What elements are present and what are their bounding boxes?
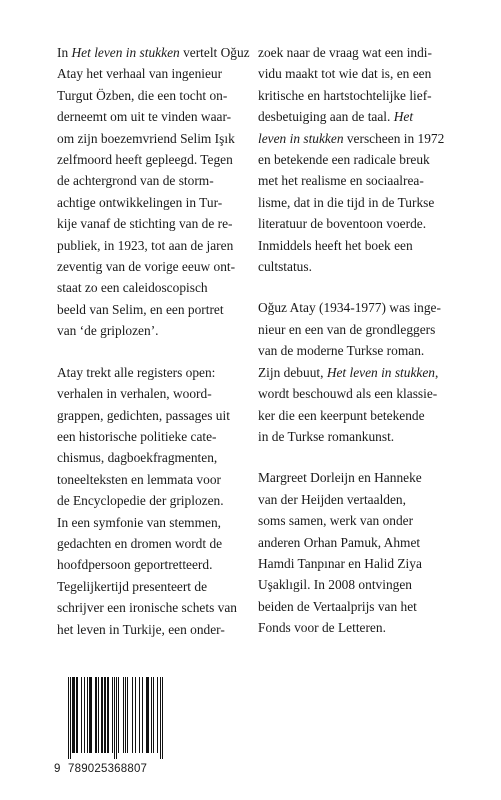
barcode-bar — [101, 677, 102, 753]
barcode-bar — [135, 677, 136, 753]
text-line: van ‘de griplozen’. — [57, 323, 159, 339]
blurb-paragraph — [258, 42, 458, 277]
barcode-bar — [142, 677, 143, 753]
barcode-bar — [139, 677, 140, 753]
text-line: zelfmoord heeft gepleegd. Tegen — [57, 152, 233, 168]
barcode-number — [54, 763, 174, 775]
text-line: Turgut Özben, die een tocht on- — [57, 87, 228, 103]
barcode-bar — [146, 677, 147, 753]
text-line: achtige ontwikkelingen in Tur- — [57, 194, 223, 210]
text-line: Oğuz Atay (1934-1977) was inge- — [258, 300, 441, 316]
barcode-first-digit: 9 — [54, 763, 61, 775]
barcode-bar — [160, 677, 161, 759]
barcode-bar — [90, 677, 91, 753]
barcode-bar — [68, 677, 69, 759]
barcode-bar — [72, 677, 73, 753]
text-line: met het realisme en sociaalrea- — [258, 173, 424, 189]
text-line: staat zo een caleidoscopisch — [57, 280, 208, 296]
text-line: verhalen in verhalen, woord- — [57, 386, 212, 402]
text-line: literatuur de boventoon voerde. — [258, 216, 427, 232]
barcode-bar — [107, 677, 108, 753]
barcode-bar — [114, 677, 115, 759]
text-line: de achtergrond van de storm- — [57, 173, 214, 189]
barcode-bar — [98, 677, 99, 753]
text-line: grappen, gedichten, passages uit — [57, 407, 230, 423]
text-line: chismus, dagboekfragmenten, — [57, 450, 218, 466]
translator-bio-paragraph — [258, 467, 458, 638]
barcode-bar — [105, 677, 106, 753]
barcode-bar — [89, 677, 90, 753]
text-line: van der Heijden vertaalden, — [258, 491, 406, 507]
barcode-bar — [157, 677, 158, 753]
barcode-bar — [76, 677, 77, 753]
barcode-bar — [102, 677, 103, 753]
text-line: Atay trekt alle registers open: — [57, 364, 216, 380]
text-line: Atay het verhaal van ingenieur — [57, 66, 223, 82]
barcode-bar — [162, 677, 163, 759]
barcode-bar — [151, 677, 152, 753]
barcode-digits: 789025368807 — [68, 763, 148, 775]
text-line: nieur en een van de grondleggers — [258, 321, 436, 337]
text-line: kije vanaf de stichting van de re- — [57, 216, 233, 232]
barcode-bar — [96, 677, 97, 753]
blurb-paragraph — [57, 42, 257, 342]
text-line: een historische politieke cate- — [57, 428, 217, 444]
text-line: Uşaklıgil. In 2008 ontvingen — [258, 577, 412, 593]
text-line: In Het leven in stukken vertelt Oğuz — [57, 45, 250, 60]
text-line: in de Turkse romankunst. — [258, 428, 395, 444]
barcode-bar — [125, 677, 126, 753]
text-line: om zijn boezemvriend Selim Işık — [57, 130, 235, 146]
text-line: In een symfonie van stemmen, — [57, 514, 221, 530]
text-line: lisme, dat in die tijd in de Turkse — [258, 194, 435, 210]
text-line: gedachten en dromen wordt de — [57, 535, 223, 551]
isbn-barcode — [54, 677, 174, 785]
right-text-column — [258, 42, 458, 659]
text-line: cultstatus. — [258, 259, 312, 275]
barcode-bar — [153, 677, 154, 753]
text-line: publiek, in 1923, tot aan de jaren — [57, 237, 234, 253]
text-line: Hamdi Tanpınar en Halid Ziya — [258, 555, 422, 571]
author-bio-paragraph — [258, 297, 458, 447]
text-line: leven in stukken verscheen in 1972 — [258, 130, 445, 146]
text-line: het leven in Turkije, een onder- — [57, 621, 225, 637]
barcode-bar — [91, 677, 92, 753]
barcode-bar — [127, 677, 128, 753]
barcode-bar — [74, 677, 75, 753]
text-line: desbetuiging aan de taal. Het — [258, 109, 414, 125]
text-line: derneemt om uit te vinden waar- — [57, 109, 232, 125]
text-line: Zijn debuut, Het leven in stukken, — [258, 364, 439, 380]
barcode-bar — [132, 677, 133, 753]
barcode-bar — [73, 677, 74, 753]
barcode-bar — [112, 677, 113, 753]
text-line: Margreet Dorleijn en Hanneke — [258, 470, 422, 486]
barcode-bar — [147, 677, 148, 753]
blurb-paragraph — [57, 362, 257, 640]
text-line: de Encyclopedie der griplozen. — [57, 493, 224, 509]
text-line: zoek naar de vraag wat een indi- — [258, 45, 432, 60]
text-line: toneelteksten en lemmata voor — [57, 471, 221, 487]
barcode-bar — [116, 677, 117, 759]
text-line: Inmiddels heeft het boek een — [258, 237, 413, 253]
text-line: ker die een keerpunt betekende — [258, 407, 425, 423]
barcode-bar — [108, 677, 109, 753]
text-line: vidu maakt tot wie dat is, en een — [258, 66, 432, 82]
barcode-bar — [70, 677, 71, 759]
text-line: wordt beschouwd als een klassie- — [258, 386, 438, 402]
left-text-column — [57, 42, 257, 660]
text-line: schrijver een ironische schets van — [57, 600, 237, 616]
text-line: zeventig van de vorige eeuw ont- — [57, 259, 236, 275]
text-line: Tegelijkertijd presenteert de — [57, 578, 208, 594]
barcode-bars — [68, 677, 174, 759]
barcode-bar — [118, 677, 119, 753]
text-line: hoofdpersoon geportretteerd. — [57, 557, 213, 573]
barcode-bar — [81, 677, 82, 753]
text-line: van de moderne Turkse roman. — [258, 343, 425, 359]
barcode-bar — [95, 677, 96, 753]
text-line: kritische en hartstochtelijke lief- — [258, 87, 432, 103]
text-line: beiden de Vertaalprijs van het — [258, 598, 417, 614]
barcode-bar — [84, 677, 85, 753]
barcode-bar — [123, 677, 124, 753]
barcode-bar — [148, 677, 149, 753]
text-line: beeld van Selim, en een portret — [57, 301, 224, 317]
text-line: Fonds voor de Letteren. — [258, 620, 386, 636]
text-line: anderen Orhan Pamuk, Ahmet — [258, 534, 421, 550]
barcode-bar — [87, 677, 88, 753]
barcode-bar — [77, 677, 78, 753]
text-line: soms samen, werk van onder — [258, 513, 414, 529]
text-line: en betekende een radicale breuk — [258, 152, 430, 168]
barcode-bar — [104, 677, 105, 753]
